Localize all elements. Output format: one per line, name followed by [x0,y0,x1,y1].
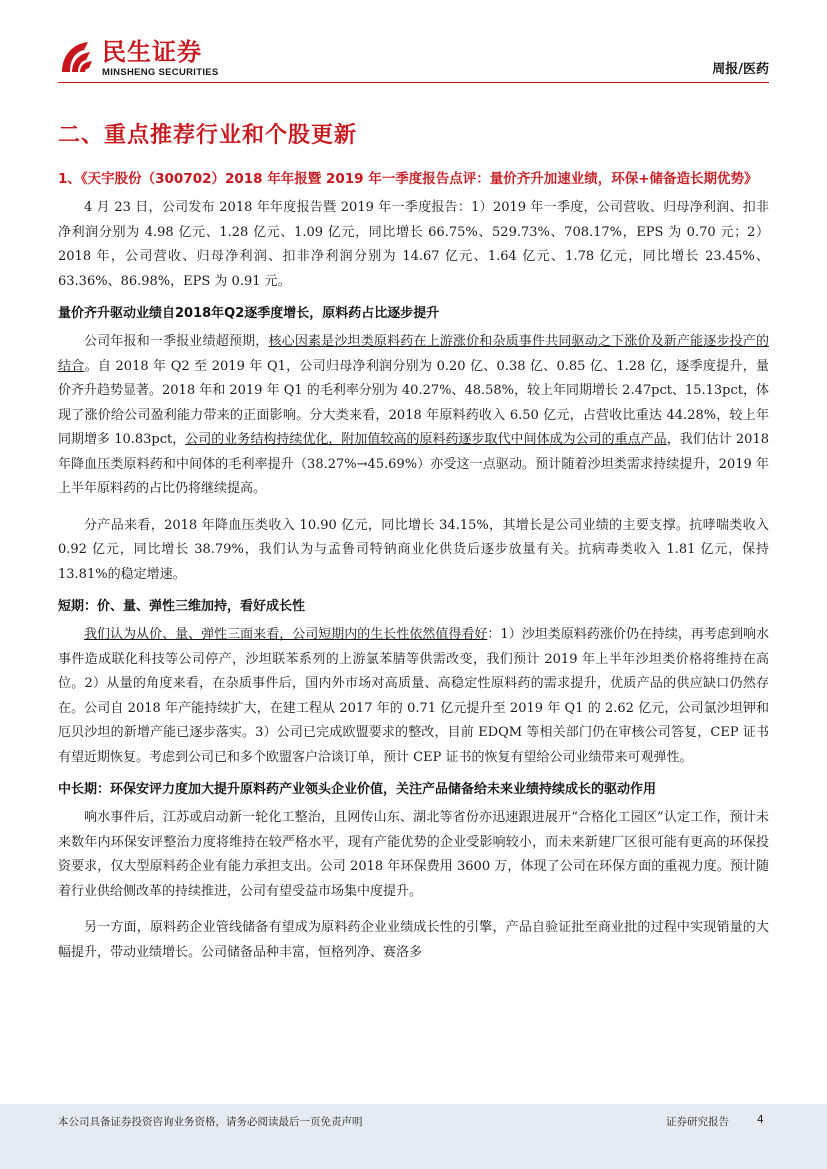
minsheng-logo-icon [58,38,98,78]
footer-report-label: 证券研究报告 [666,1116,729,1128]
paragraph-4: 响水事件后，江苏或启动新一轮化工整治，且网传山东、湖北等省份亦迅速跟进展开“合格化工园区”认定工作，预计未来数年内环保安评整治力度将维持在较严格水平，现有产能优势的企业受影响较小，而未来新建厂区很可能有更高的环保投资要求，仅大型原料药企业有能力承担支出。公司 2018 年环保费用 3600 万，体现了公司在环保方面的重视力度。预计随着行业供给侧改革的持续推进，公司有望受益市场集中度提升。 [58,810,769,899]
intro-paragraph: 4 月 23 日，公司发布 2018 年年度报告暨 2019 年一季度报告：1）2019 年一季度，公司营收、归母净利润、扣非净利润分别为 4.98 亿元、1.28 亿元、1.09 亿元，同比增长 66.75%、529.73%、708.17%，EPS 为 0.70 元；2）2018 年，公司营收、归母净利润、扣非净利润分别为 14.67 亿元、1.64 亿元、1.78 亿元，同比增长 23.45%、63.36%、86.98%，EPS 为 0.91 元。 [58,200,769,289]
paragraph-5: 另一方面，原料药企业管线储备有望成为原料药企业业绩成长性的引擎，产品自验证批至商业批的过程中实现销量的大幅提升，带动业绩增长。公司储备品种丰富，恒格列净、赛洛多 [58,920,769,960]
paragraph-3 [58,623,769,770]
p1-underlined-2: 公司的业务结构持续优化，附加值较高的原料药逐步取代中间体成为公司的重点产品 [185,432,667,447]
paragraph-2: 分产品来看，2018 年降血压类收入 10.90 亿元，同比增长 34.15%，其增长是公司业绩的主要支撑。抗哮喘类收入 0.92 亿元，同比增长 38.79%，我们认为与孟鲁司特钠商业化供货后逐步放量有关。抗病毒类收入 1.81 亿元，保持 13.81%的稳定增速。 [58,517,769,582]
p3-text: ：1）沙坦类原料药涨价仍在持续，再考虑到响水事件造成联化科技等公司停产，沙坦联苯系列的上游氯苯腈等供需改变，我们预计 2019 年上半年沙坦类价格将维持在高位。2）从量的角度来看，在杂质事件后，国内外市场对高质量、高稳定性原料药的需求提升，优质产品的供应缺口仍然存在。公司自 2018 年产能持续扩大，在建工程从 2017 年的 0.71 亿元提升至 2019 年 Q1 的 2.62 亿元，公司氯沙坦钾和厄贝沙坦的新增产能已逐步落实。3）公司已完成欧盟要求的整改，目前 EDQM 等相关部门仍在审核公司答复，CEP 证书有望近期恢复。考虑到公司已和多个欧盟客户洽谈订单，预计 CEP 证书的恢复有望给公司业绩带来可观弹性。 [58,627,769,765]
p3-underlined: 我们认为从价、量、弹性三面来看，公司短期内的生长性依然值得看好 [84,627,488,642]
report-type: 周报/医药 [712,62,769,77]
p1-text-a: 公司年报和一季报业绩超预期， [84,334,269,349]
item-title: 1、《天宇股份（300702）2018 年年报暨 2019 年一季度报告点评：量价齐升加速业绩，环保+储备造长期优势》 [58,171,758,187]
page-header [0,0,827,90]
footer-disclaimer: 本公司具备证券投资咨询业务资格，请务必阅读最后一页免责声明 [58,1116,363,1128]
subheading-1: 量价齐升驱动业绩自2018年Q2逐季度增长，原料药占比逐步提升 [58,306,440,321]
main-content [58,118,769,965]
subheading-3: 中长期：环保安评力度加大提升原料药产业领头企业价值，关注产品储备给未来业绩持续成长的驱动作用 [58,782,657,797]
paragraph-1 [58,330,769,502]
brand-name-en: MINSHENG SECURITIES [102,67,219,78]
p1-underlined-1: 核心因素是沙坦类原料药在上游涨价和杂质事件共同驱动之下涨价及新产能逐步投产的结合 [58,334,769,374]
subheading-2: 短期：价、量、弹性三维加持，看好成长性 [58,599,306,614]
page-number: 4 [757,1114,764,1126]
section-title: 二、重点推荐行业和个股更新 [58,123,358,148]
p1-text-b: 。自 2018 年 Q2 至 2019 年 Q1，公司归母净利润分别为 0.20 亿、0.38 亿、0.85 亿、1.28 亿，逐季度提升，量价齐升趋势显著。2018 年和 2019 年 Q1 的毛利率分别为 40.27%、48.58%，较上年同期增长 2.47pct、15.13pct，体现了涨价给公司盈利能力带来的正面影响。分大类来看，2018 年原料药收入 6.50 亿元，占营收比重达 44.28%，较上年同期增多 10.83pct， [58,358,769,447]
header-divider [58,82,769,83]
brand-name-cn: 民生证券 [102,38,202,66]
p1-text-c: ，我们估计 2018 年降血压类原料药和中间体的毛利率提升（38.27%→45.69%）亦受这一点驱动。预计随着沙坦类需求持续提升，2019 年上半年原料药的占比仍将继续提高。 [58,432,769,496]
